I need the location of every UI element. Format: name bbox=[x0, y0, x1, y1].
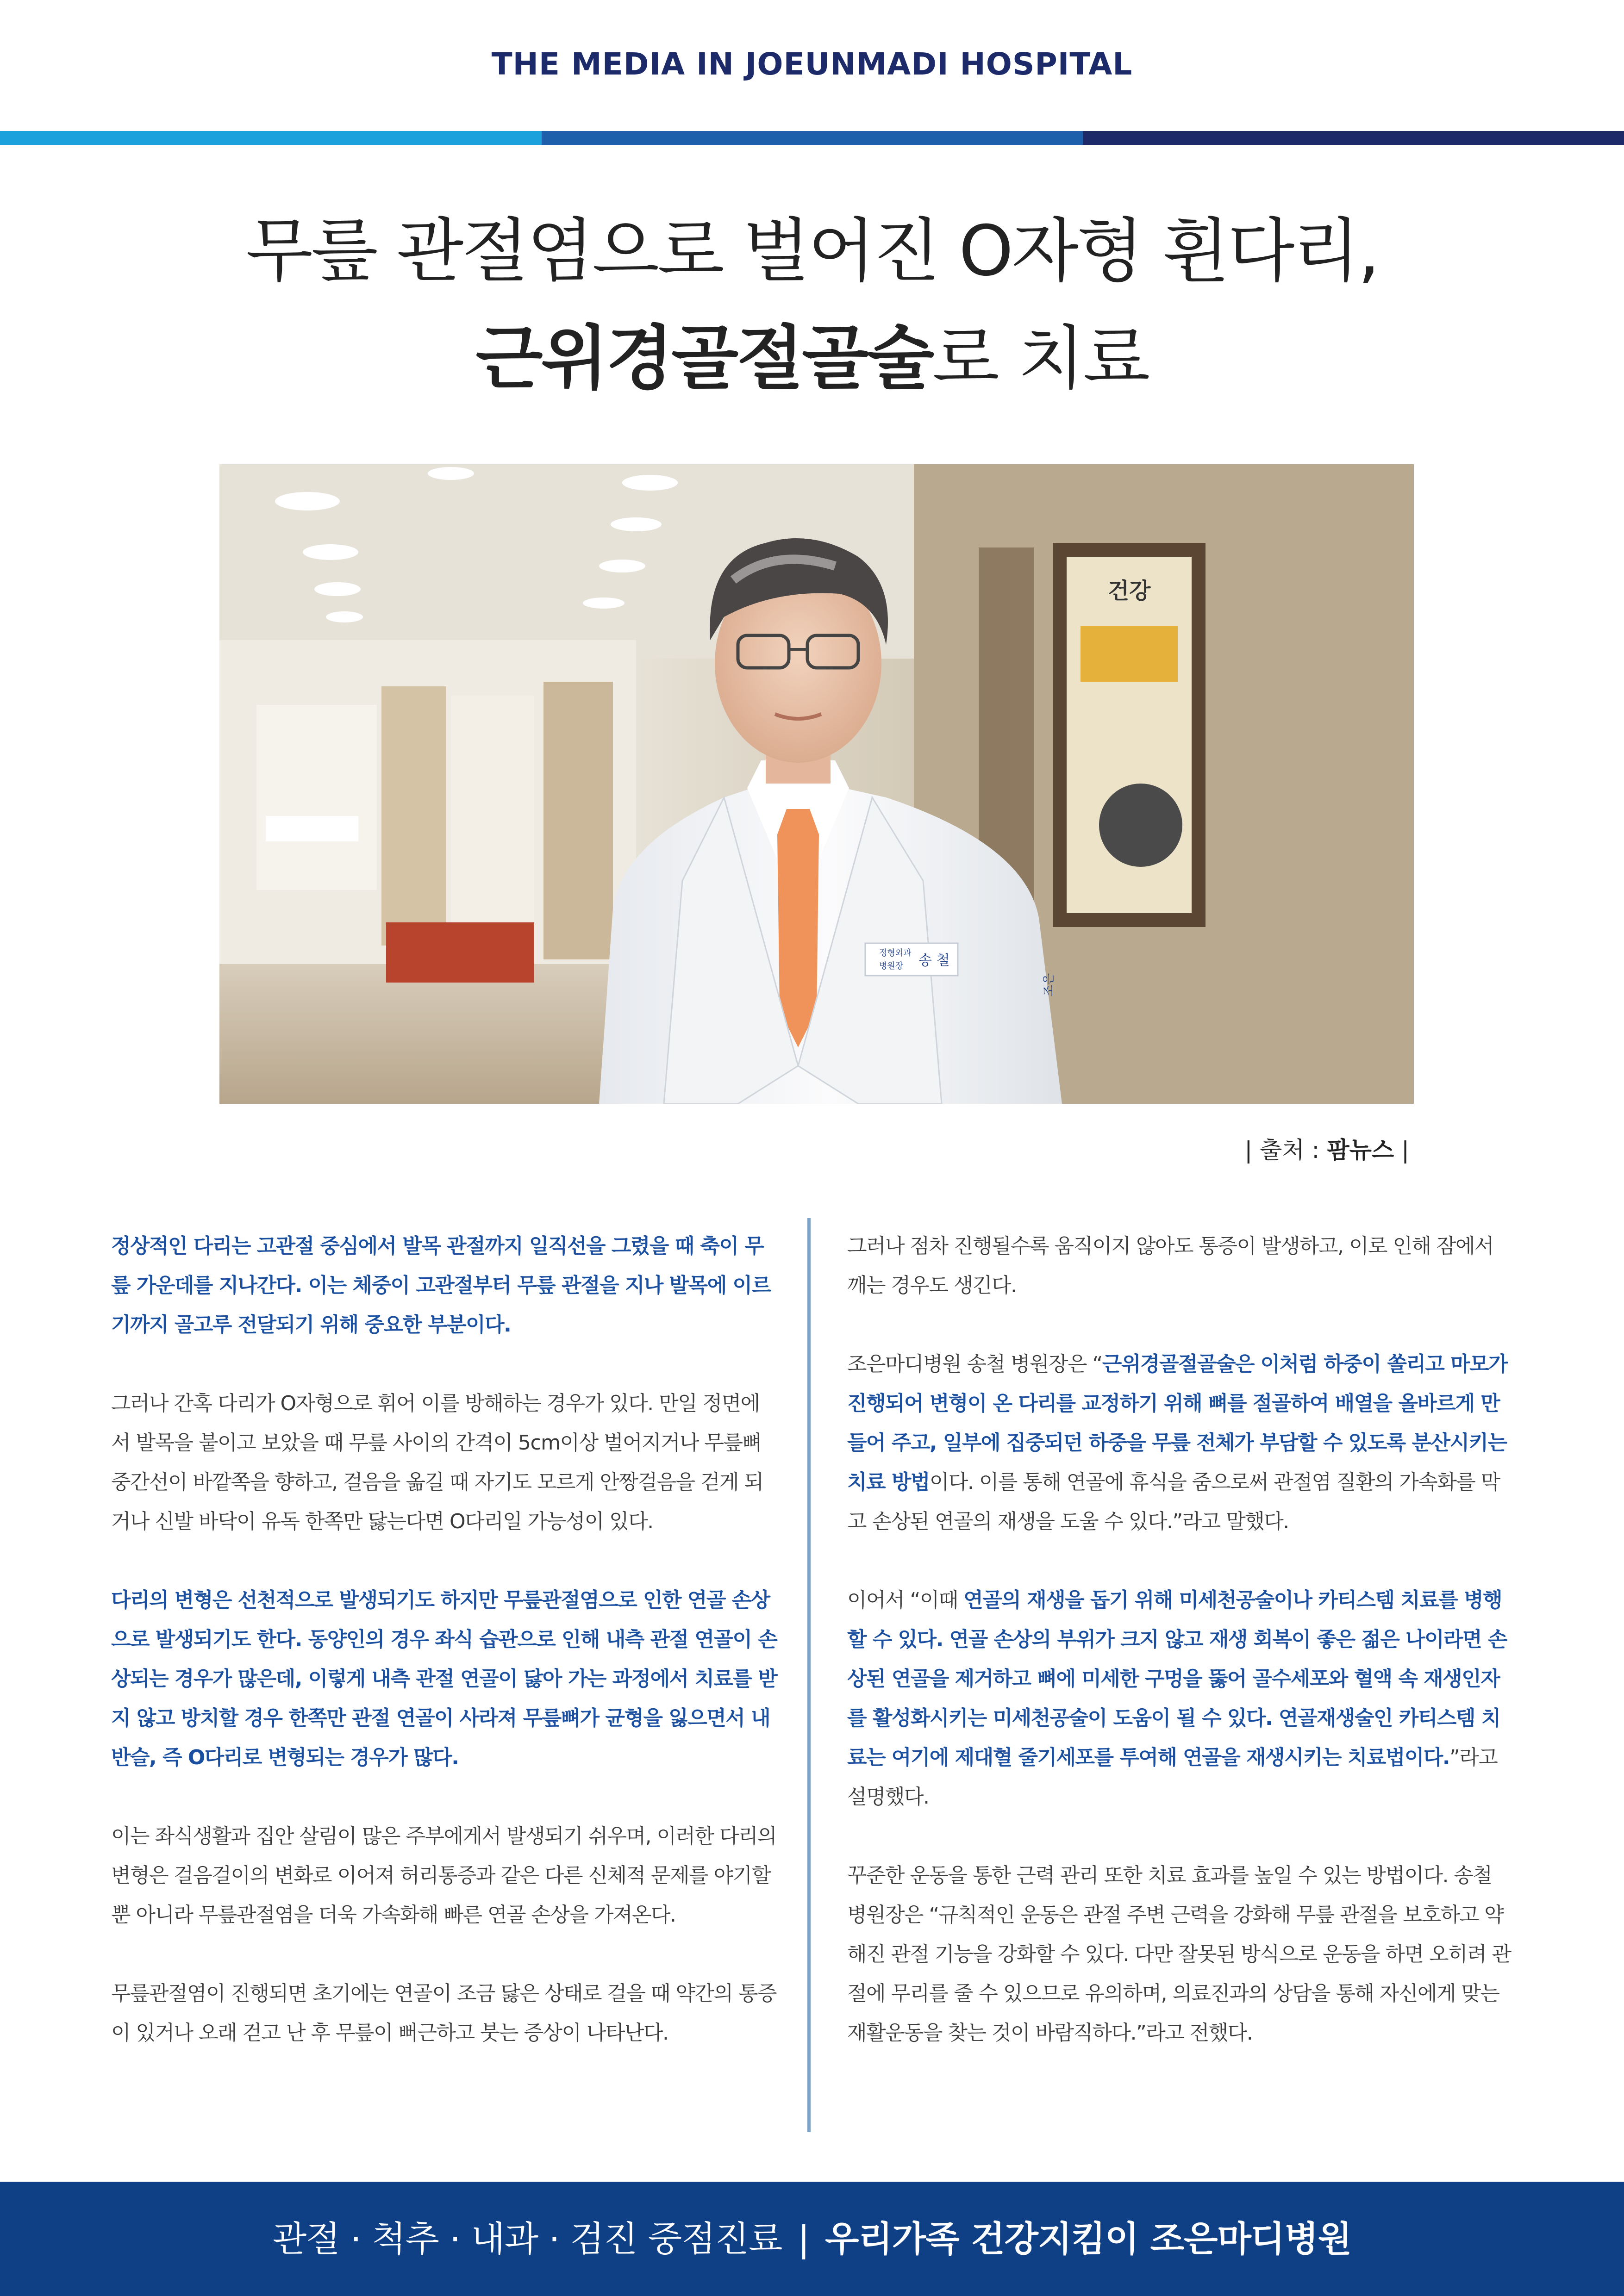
right-paragraph-3 bbox=[847, 1580, 1514, 1817]
coat-logo-text: 조은 bbox=[1042, 973, 1056, 996]
headline-line-1: 무릎 관절염으로 벌어진 O자형 휜다리, bbox=[246, 211, 1378, 292]
badge-title: 병원장 bbox=[879, 961, 904, 971]
masthead-stripe-dark bbox=[1083, 131, 1624, 145]
article-left-column bbox=[111, 1226, 778, 2092]
quote-rest: 이다. 이를 통해 연골에 휴식을 줌으로써 관절염 질환의 가속화를 막고 손상된 연골의 재생을 도울 수 있다.”라고 말했다. bbox=[847, 1470, 1500, 1533]
left-paragraph-4: 이는 좌식생활과 집안 살림이 많은 주부에게서 발생되기 쉬우며, 이러한 다리의 변형은 걸음걸이의 변화로 이어져 허리통증과 같은 다른 신체적 문제를 야기할 뿐 아니라 무릎관절염을 더욱 가속화해 빠른 연골 손상을 가져온다. bbox=[111, 1824, 776, 1927]
quote-highlight: 근위경골절골술은 이처럼 하중이 쏠리고 마모가 진행되어 변형이 온 다리를 교정하기 위해 뼈를 절골하여 배열을 올바르게 만들어 주고, 일부에 집중되던 하중을 무릎 전체가 부담할 수 있도록 분산시키는 치료 방법 bbox=[847, 1352, 1508, 1494]
quote-highlight: 연골의 재생을 돕기 위해 미세천공술이나 카티스템 치료를 병행할 수 있다. 연골 손상의 부위가 크지 않고 재생 회복이 좋은 젊은 나이라면 손상된 연골을 제거하고 뼈에 미세한 구멍을 뚫어 골수세포와 혈액 속 재생인자를 활성화시키는 미세천공술이 도움이 될 수 있다. 연골재생술인 카티스템 치료는 여기에 제대혈 줄기세포를 투여해 연골을 재생시키는 치료법이다. bbox=[847, 1588, 1507, 1769]
right-paragraph-2 bbox=[847, 1344, 1514, 1541]
right-paragraph-4: 꾸준한 운동을 통한 근력 관리 또한 치료 효과를 높일 수 있는 방법이다. 송철 병원장은 “규칙적인 운동은 관절 주변 근력을 강화해 무릎 관절을 보호하고 약해진 관절 기능을 강화할 수 있다. 다만 잘못된 방식으로 운동을 하면 오히려 관절에 무리를 줄 수 있으므로 유의하며, 의료진과의 상담을 통해 자신에게 맞는 재활운동을 찾는 것이 바람직하다.”라고 전했다. bbox=[847, 1864, 1511, 2045]
poster-text: 건강 bbox=[1107, 578, 1151, 604]
left-paragraph-1: 정상적인 다리는 고관절 중심에서 발목 관절까지 일직선을 그렸을 때 축이 무릎 가운데를 지나간다. 이는 체중이 고관절부터 무릎 관절을 지나 발목에 이르기까지 골고루 전달되기 위해 중요한 부분이다. bbox=[111, 1234, 771, 1337]
masthead-stripe-light bbox=[0, 131, 542, 145]
headline-tail: 로 치료 bbox=[932, 318, 1149, 399]
footer-slogan: 우리가족 건강지킴이 조은마디병원 bbox=[825, 2218, 1352, 2259]
article-right-column bbox=[847, 1226, 1514, 2092]
left-paragraph-2: 그러나 간혹 다리가 O자형으로 휘어 이를 방해하는 경우가 있다. 만일 정면에서 발목을 붙이고 보았을 때 무릎 사이의 간격이 5cm이상 벌어지거나 무릎뼈 중간선이 바깥쪽을 향하고, 걸음을 옮길 때 자기도 모르게 안짱걸음을 걷게 되거나 신발 바닥이 유독 한쪽만 닳는다면 O다리일 가능성이 있다. bbox=[111, 1392, 763, 1533]
left-paragraph-3: 다리의 변형은 선천적으로 발생되기도 하지만 무릎관절염으로 인한 연골 손상으로 발생되기도 한다. 동양인의 경우 좌식 습관으로 인해 내측 관절 연골이 손상되는 경우가 많은데, 이렇게 내측 관절 연골이 닳아 가는 과정에서 치료를 받지 않고 방치할 경우 한쪽만 관절 연골이 사라져 무릎뼈가 균형을 잃으면서 내반슬, 즉 O다리로 변형되는 경우가 많다. bbox=[111, 1588, 777, 1769]
right-paragraph-1: 그러나 점차 진행될수록 움직이지 않아도 통증이 발생하고, 이로 인해 잠에서 깨는 경우도 생긴다. bbox=[847, 1234, 1493, 1297]
quote-intro: 조은마디병원 송철 병원장은 “ bbox=[847, 1352, 1102, 1376]
headline-bold-term: 근위경골절골술 bbox=[475, 318, 932, 399]
source-suffix: | bbox=[1401, 1137, 1409, 1164]
quote-intro: 이어서 “이때 bbox=[847, 1588, 964, 1612]
masthead-title: THE MEDIA IN JOEUNMADI HOSPITAL bbox=[491, 46, 1133, 82]
badge-department: 정형외과 bbox=[879, 948, 912, 958]
column-divider bbox=[807, 1218, 811, 2132]
footer-specialties: 관절 · 척추 · 내과 · 검진 중점진료 bbox=[272, 2218, 782, 2259]
quote-rest: ”라고 설명했다. bbox=[847, 1746, 1498, 1809]
left-paragraph-5: 무릎관절염이 진행되면 초기에는 연골이 조금 닳은 상태로 걸을 때 약간의 통증이 있거나 오래 걷고 난 후 무릎이 뻐근하고 붓는 증상이 나타난다. bbox=[111, 1982, 776, 2045]
source-name: 팜뉴스 bbox=[1327, 1137, 1394, 1164]
doctor-photo bbox=[219, 464, 1414, 1104]
masthead-stripe-mid bbox=[542, 131, 1083, 145]
source-prefix: | 출처 : bbox=[1244, 1137, 1320, 1164]
badge-name: 송 철 bbox=[918, 952, 950, 969]
photo-source bbox=[1244, 1132, 1409, 1165]
footer-separator: | bbox=[798, 2218, 809, 2259]
headline-line-2 bbox=[0, 318, 1624, 399]
footer-banner bbox=[0, 2182, 1624, 2296]
